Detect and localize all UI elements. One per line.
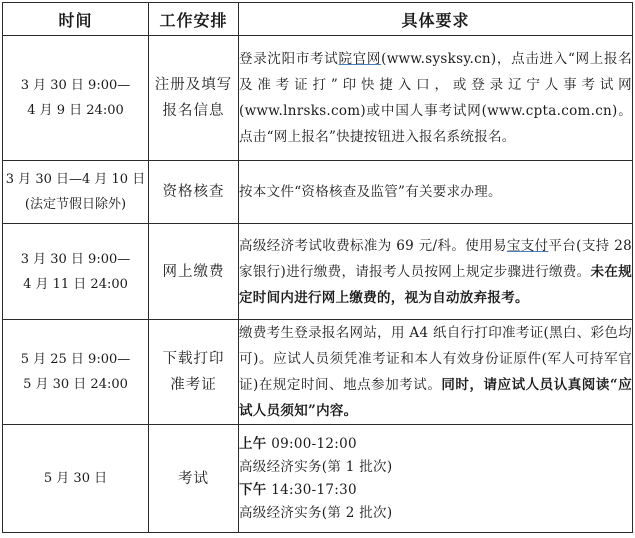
time-line: 3 月 30 日 9:00— [20, 251, 131, 267]
time-cell [3, 36, 149, 161]
requirement-segment: 缴费考生登录报名网站，用 A4 纸自行打印准考证(黑白、彩色均可)。应试人员须凭准考证和本人有效身份证原件(军人可持军官证)在规定时间、地点参加考试。 [239, 325, 632, 393]
time-line: 4 月 11 日 24:00 [23, 276, 128, 292]
requirement-segment: 高级经济考试收费标准为 69 元/科。使用易 [239, 237, 507, 254]
header-time: 时间 [3, 3, 149, 36]
requirement-segment: 平台(支持 28 家银行)进行缴费，请报考人员按网上规定步骤进行缴费。 [239, 237, 632, 280]
time-line: (法定节假日除外) [24, 197, 127, 212]
table-row [3, 224, 633, 320]
exam-am-line [239, 433, 632, 456]
header-requirement: 具体要求 [239, 3, 633, 36]
time-line: 5 月 30 日 24:00 [23, 377, 128, 392]
requirement-cell [239, 161, 633, 224]
time-cell [3, 161, 149, 224]
task-line: 考试 [178, 470, 209, 487]
task-line: 注册及填写 [154, 77, 233, 93]
task-line: 准考证 [170, 377, 217, 393]
requirement-cell [239, 425, 633, 533]
task-line: 网上缴费 [162, 263, 225, 280]
time-line: 4 月 9 日 24:00 [27, 103, 124, 118]
payment-platform-link[interactable]: 宝支付 [506, 237, 549, 254]
requirement-warning: 未在规定时间内进行网上缴费的，视为自动放弃报考。 [239, 263, 632, 306]
requirement-cell [239, 320, 633, 425]
requirement-text: 按本文件“资格核查及监管”有关要求办理。 [239, 184, 502, 200]
header-task: 工作安排 [149, 3, 239, 36]
task-line: 资格核查 [162, 184, 225, 200]
requirement-text [239, 46, 632, 150]
exam-am-subject: 高级经济实务(第 1 批次) [239, 458, 393, 475]
task-cell [149, 36, 239, 161]
requirement-warning: 同时，请应试人员认真阅读“应试人员须知”内容。 [239, 377, 632, 419]
requirement-segment: (www.sysksy.cn)，点击进入“网上报名及准考证打”印快捷入口，或登录辽宁人事考试网(www.lnrsks.com)或中国人事考试网(www.cpta.com.cn)。点击“网上报名”快捷按钮进入报名系统报名。 [239, 51, 632, 145]
task-line: 下载打印 [162, 351, 225, 367]
time-cell [3, 320, 149, 425]
table-row [3, 425, 633, 533]
exam-pm-label: 下午 [239, 481, 267, 498]
table-row [3, 36, 633, 161]
task-cell [149, 161, 239, 224]
task-line: 报名信息 [162, 103, 225, 119]
table-row [3, 320, 633, 425]
time-line: 3 月 30 日 9:00— [20, 78, 131, 93]
task-cell [149, 425, 239, 533]
time-line: 5 月 25 日 9:00— [20, 352, 131, 367]
requirement-cell [239, 224, 633, 320]
exam-pm-line [239, 479, 632, 502]
exam-pm-subject: 高级经济实务(第 2 批次) [239, 504, 393, 521]
exam-am-time: 09:00-12:00 [266, 435, 357, 452]
exam-am-label: 上午 [239, 435, 267, 452]
requirement-segment: 登录沈阳市考试 [239, 51, 339, 67]
schedule-table [2, 2, 633, 533]
table-row [3, 161, 633, 224]
requirement-text [239, 320, 632, 424]
header-row [3, 3, 633, 36]
official-site-link[interactable]: 院官网 [338, 51, 382, 67]
exam-pm-time: 14:30-17:30 [266, 481, 357, 498]
time-cell [3, 224, 149, 320]
requirement-cell [239, 36, 633, 161]
task-cell [149, 320, 239, 425]
requirement-text [239, 233, 632, 311]
time-line: 3 月 30 日—4 月 10 日 [5, 172, 146, 187]
time-cell [3, 425, 149, 533]
task-cell [149, 224, 239, 320]
time-line: 5 月 30 日 [43, 471, 108, 486]
